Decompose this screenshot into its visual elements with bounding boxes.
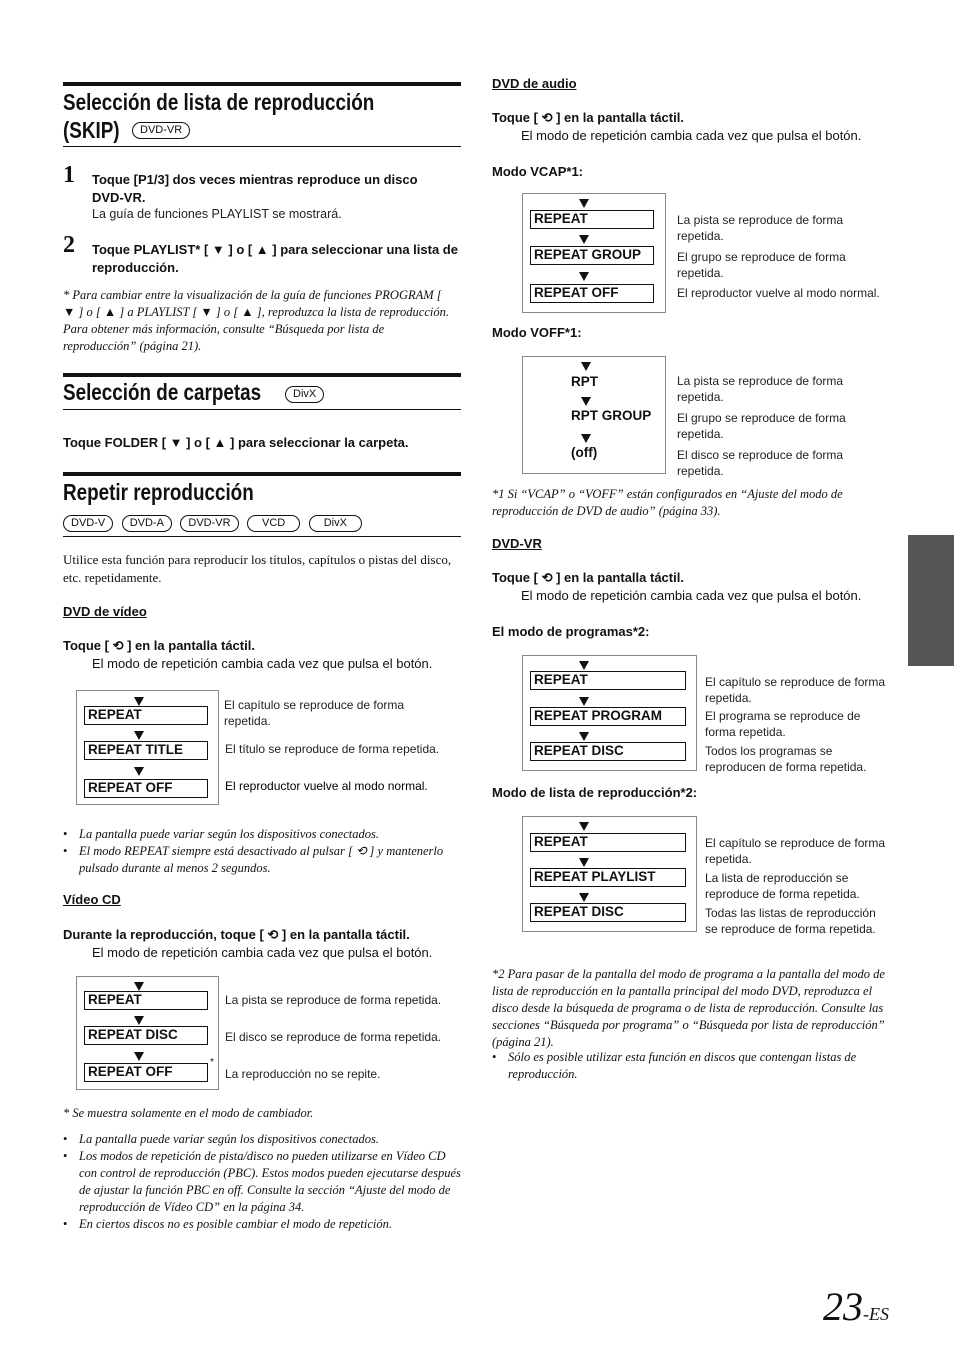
section-title-folders: Selección de carpetas [63,379,262,405]
page-number [823,1283,889,1330]
repeat-badges [63,513,362,532]
section-rule-top [63,82,461,86]
flow-arrow [579,661,589,670]
video-cd-instruction: Durante la reproducción, toque [ ⟲ ] en la pantalla táctil. [63,927,410,942]
desc-repeat: La pista se reproduce de forma repetida. [225,993,442,1007]
list-item: • La pantalla puede variar según los dispositivos conectados. [63,826,458,843]
flow-arrow [579,858,589,867]
step-number-2: 2 [63,232,75,258]
badge-dvd-a: DVD-A [122,515,172,532]
mode-repeat: REPEAT [530,210,654,229]
badge-divx: DivX [285,386,324,403]
desc-repeat-off: La reproducción no se repite. [225,1067,381,1081]
list-item: • El modo REPEAT siempre está desactivado al pulsar [ ⟲ ] y mantenerlo pulsado durante al menos 2 segundos. [63,843,458,877]
section-title-skip-line2-wrap [63,116,132,144]
section-title-repeat: Repetir reproducción [63,479,254,505]
flow-arrow [134,1052,144,1061]
desc-repeat-playlist: La lista de reproducción se reproduce de forma repetida. [705,871,860,901]
mode-repeat-disc: REPEAT DISC [530,742,686,761]
dvd-audio-instruction: Toque [ ⟲ ] en la pantalla táctil. [492,110,684,125]
page-number-digits: 23 [823,1284,863,1329]
section-title-skip-line2: (SKIP) [63,117,120,143]
flow-arrow [579,893,589,902]
video-cd-heading: Vídeo CD [63,892,121,907]
step-1-text: Toque [P1/3] dos veces mientras reproduce un disco DVD-VR. [92,172,418,205]
section-rule-bottom-folders [63,409,461,410]
flow-arrow [134,1016,144,1025]
mode-repeat-off: REPEAT OFF [530,284,654,303]
repeat-intro: Utilice esta función para reproducir los títulos, capítulos o pistas del disco, etc. repetidamente. [63,552,452,585]
dvd-vr-footnote: *2 Para pasar de la pantalla del modo de programa a la pantalla del modo de lista de reproducción en la pantalla principal del modo DVD, reproduzca el disco desde la búsqueda de programa o de lista de reproducción. Consulte las secciones “Búsqueda por programa” o “Búsqueda por lista de reproducción” (página 21). [492,967,885,1049]
desc-repeat-disc: Todos los programas se reproducen de forma repetida. [705,744,867,774]
dvd-video-notes [63,826,458,877]
desc-repeat: El capítulo se reproduce de forma repetida. [705,675,886,705]
list-item: • La pantalla puede variar según los dispositivos conectados. [63,1131,461,1148]
mode-rpt-group: RPT GROUP [571,408,652,423]
desc-repeat-off: El reproductor vuelve al modo normal. [225,779,428,793]
badge-dvd-vr: DVD-VR [132,122,190,139]
desc-repeat: El capítulo se reproduce de forma repetida. [705,836,886,866]
playlist-mode-label: Modo de lista de reproducción*2: [492,785,698,800]
flow-arrow [134,767,144,776]
section-rule-top-folders [63,373,461,377]
desc-repeat-program: El programa se reproduce de forma repetida. [705,709,861,739]
step-1-subtext: La guía de funciones PLAYLIST se mostrará. [92,207,342,221]
mode-repeat-playlist: REPEAT PLAYLIST [530,868,686,887]
chapter-tab [908,535,954,666]
desc-repeat: La pista se reproduce de forma repetida. [677,213,844,243]
mode-repeat: REPEAT [84,991,208,1010]
dvd-vr-instruction: Toque [ ⟲ ] en la pantalla táctil. [492,570,684,585]
video-cd-footnote: * Se muestra solamente en el modo de cambiador. [63,1106,314,1120]
dvd-audio-footnote: *1 Si “VCAP” o “VOFF” están configurados en “Ajuste del modo de reproducción de DVD de audio” (página 33). [492,487,843,518]
badge-dvd-vr: DVD-VR [180,515,238,532]
skip-footnote: * Para cambiar entre la visualización de la guía de funciones PROGRAM [ ▼ ] o [ ▲ ] a PLAYLIST [ ▼ ] o [ ▲ ], reproduzca la lista de reproducción. Para obtener más información, consulte “Búsqueda por lista de reproducción” (página 21). [63,288,449,353]
flow-arrow [579,272,589,281]
desc-repeat-disc: El disco se reproduce de forma repetida. [225,1030,442,1044]
flow-arrow [579,822,589,831]
badge-divx: DivX [309,515,362,532]
mode-repeat-program: REPEAT PROGRAM [530,707,686,726]
section-title-repeat-wrap [63,478,296,506]
mode-repeat-group: REPEAT GROUP [530,246,654,265]
folders-instruction: Toque FOLDER [ ▼ ] o [ ▲ ] para seleccionar la carpeta. [63,435,409,450]
step-2-text: Toque PLAYLIST* [ ▼ ] o [ ▲ ] para seleccionar una lista de reproducción. [92,242,458,275]
mode-repeat: REPEAT [530,671,686,690]
dvd-video-sub: El modo de repetición cambia cada vez que pulsa el botón. [92,656,433,671]
flow-arrow [581,362,591,371]
mode-repeat-title: REPEAT TITLE [84,741,208,760]
mode-repeat-disc: REPEAT DISC [84,1026,208,1045]
video-cd-notes [63,1131,461,1233]
desc-repeat-title: El título se reproduce de forma repetida. [225,742,440,756]
flow-arrow [579,732,589,741]
desc-off: El disco se reproduce de forma repetida. [677,448,844,478]
mode-repeat: REPEAT [530,833,686,852]
dvd-vr-heading: DVD-VR [492,536,542,551]
changer-asterisk: * [210,1057,214,1068]
section-rule-top-repeat [63,472,461,476]
badge-vcd: VCD [247,515,300,532]
list-item: • Sólo es posible utilizar esta función en discos que contengan listas de reproducción. [492,1049,889,1083]
section-title-folders-wrap [63,378,305,406]
program-mode-label: El modo de programas*2: [492,624,650,639]
list-item: • Los modos de repetición de pista/disco no pueden utilizarse en Vídeo CD con control de reproducción (PBC). Estos modos pueden ejecutarse después de ajustar la función PBC en off. Consulte la sección “Ajuste del modo de reproducción de Vídeo CD” en la página 34. [63,1148,461,1216]
desc-rpt: La pista se reproduce de forma repetida. [677,374,844,404]
page-number-suffix: -ES [863,1304,889,1324]
desc-repeat-disc: Todas las listas de reproducción se reproduce de forma repetida. [705,906,876,936]
flow-arrow [134,697,144,706]
flow-arrow [581,397,591,406]
flow-arrow [579,235,589,244]
desc-repeat: El capítulo se reproduce de forma repetida. [224,698,405,728]
dvd-vr-sub: El modo de repetición cambia cada vez que pulsa el botón. [521,588,862,603]
step-number-1: 1 [63,162,75,188]
dvd-audio-heading: DVD de audio [492,76,577,91]
voff-label: Modo VOFF*1: [492,325,582,340]
desc-repeat-off: El reproductor vuelve al modo normal. [677,286,880,300]
flow-arrow [134,982,144,991]
video-cd-sub: El modo de repetición cambia cada vez que pulsa el botón. [92,945,433,960]
dvd-video-instruction: Toque [ ⟲ ] en la pantalla táctil. [63,638,255,653]
flow-arrow [579,199,589,208]
list-item: • En ciertos discos no es posible cambiar el modo de repetición. [63,1216,461,1233]
section-rule-bottom [63,146,461,147]
flow-arrow [134,731,144,740]
section-title-skip-line1: Selección de lista de reproducción [63,89,375,115]
dvd-audio-sub: El modo de repetición cambia cada vez que pulsa el botón. [521,128,862,143]
mode-repeat-off: REPEAT OFF [84,779,208,798]
mode-off: (off) [571,445,598,460]
vcap-label: Modo VCAP*1: [492,164,583,179]
dvd-vr-notes [492,1049,889,1083]
desc-rpt-group: El grupo se reproduce de forma repetida. [677,411,846,441]
desc-repeat-group: El grupo se reproduce de forma repetida. [677,250,846,280]
mode-repeat: REPEAT [84,706,208,725]
mode-repeat-off: REPEAT OFF [84,1063,208,1082]
flow-arrow [579,697,589,706]
flow-arrow [581,434,591,443]
mode-repeat-disc: REPEAT DISC [530,903,686,922]
section-rule-bottom-repeat [63,536,461,537]
badge-dvd-v: DVD-V [63,515,113,532]
mode-rpt: RPT [571,374,598,389]
dvd-video-heading: DVD de vídeo [63,604,147,619]
